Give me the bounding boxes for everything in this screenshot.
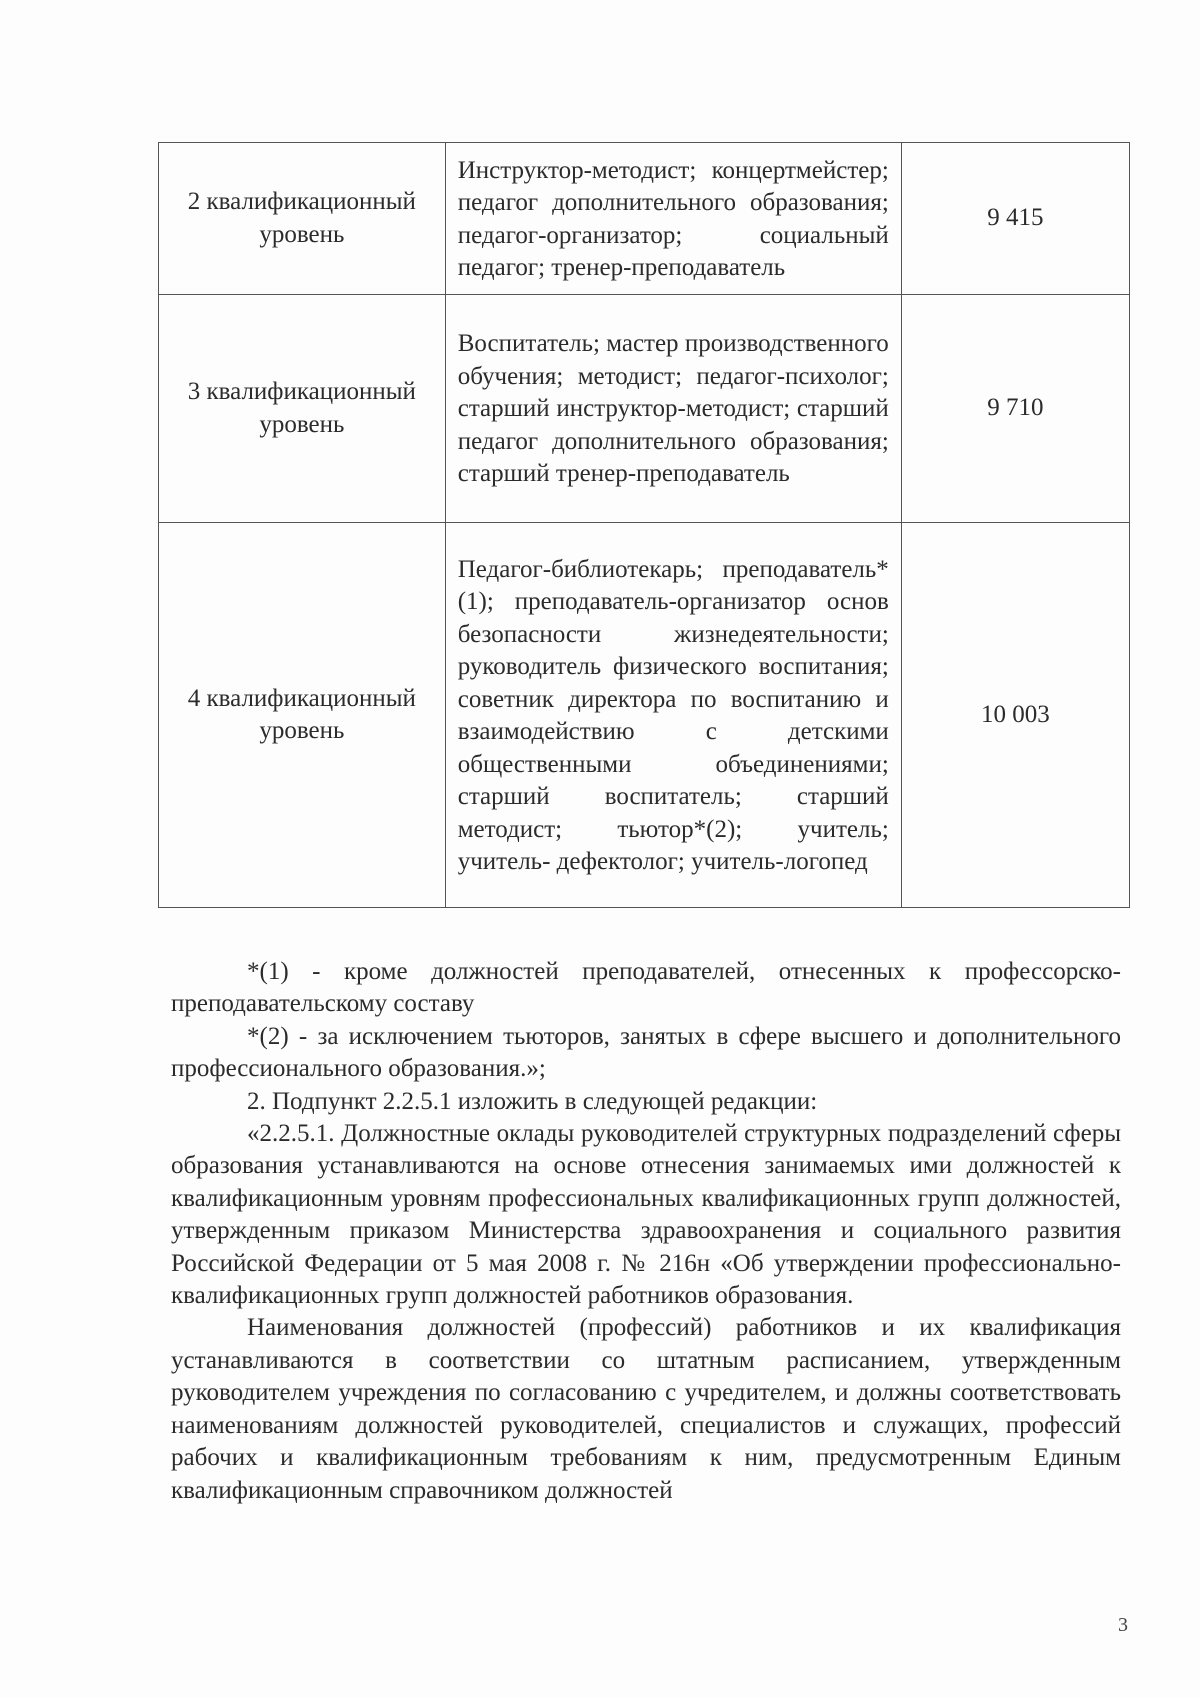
positions-text: Инструктор-методист; концертмейстер; педагог дополнительного образования; педагог-организатор; социальный педагог; тренер-преподаватель <box>457 156 889 281</box>
level-label: 4 квалификационный уровень <box>187 684 416 744</box>
salary-cell <box>901 523 1129 908</box>
positions-cell <box>445 295 901 523</box>
salary-value: 9 710 <box>987 394 1044 422</box>
positions-cell <box>445 143 901 295</box>
level-cell <box>159 143 446 295</box>
item-2-heading: 2. Подпункт 2.2.5.1 изложить в следующей редакции: <box>247 1087 818 1115</box>
positions-text: Воспитатель; мастер производственного обучения; методист; педагог-психолог; старший инструктор-методист; старший педагог дополнительного образования; старший тренер-преподаватель <box>457 330 889 488</box>
footnote-1: *(1) - кроме должностей преподавателей, отнесенных к профессорско-преподавательскому составу <box>171 958 1121 1018</box>
salary-cell <box>901 143 1129 295</box>
salary-cell <box>901 295 1129 523</box>
footnote-2: *(2) - за исключением тьюторов, занятых в сфере высшего и дополнительного профессионального образования.»; <box>171 1022 1121 1083</box>
positions-cell <box>445 523 901 908</box>
document-body <box>171 956 1121 1507</box>
positions-text: Педагог-библиотекарь; преподаватель*(1); преподаватель-организатор основ безопасности жизнедеятельности; руководитель физического воспитания; советник директора по воспитанию и взаимодействию с детскими общественными объединениями; старший воспитатель; старший методист; тьютор*(2); учитель; учитель- дефектолог; учитель-логопед <box>457 555 889 875</box>
paragraph-2-2-5-1: «2.2.5.1. Должностные оклады руководителей структурных подразделений сферы образования устанавливаются на основе отнесения занимаемых ими должностей к квалификационным уровням профессиональных квалификационных групп должностей, утвержденным приказом Министерства здравоохранения и социального развития Российской Федерации от 5 мая 2008 г. № 216н «Об утверждении профессионально-квалификационных групп должностей работников образования. <box>171 1120 1121 1310</box>
salary-value: 9 415 <box>987 204 1044 232</box>
qualification-levels-table <box>158 142 1130 908</box>
level-cell <box>159 523 446 908</box>
table-row <box>159 523 1130 908</box>
page-number: 3 <box>1118 1614 1128 1636</box>
table-row <box>159 295 1130 523</box>
level-label: 3 квалификационный уровень <box>187 378 416 438</box>
salary-value: 10 003 <box>981 700 1050 728</box>
level-cell <box>159 295 446 523</box>
level-label: 2 квалификационный уровень <box>187 188 416 248</box>
paragraph-position-names: Наименования должностей (профессий) работников и их квалификация устанавливаются в соответствии со штатным расписанием, утвержденным руководителем учреждения по согласованию с учредителем, и должны соответствовать наименованиям должностей руководителей, специалистов и служащих, профессий рабочих и квалификационным требованиям к ним, предусмотренным Единым квалификационным справочником должностей <box>171 1314 1121 1504</box>
table-row <box>159 143 1130 295</box>
